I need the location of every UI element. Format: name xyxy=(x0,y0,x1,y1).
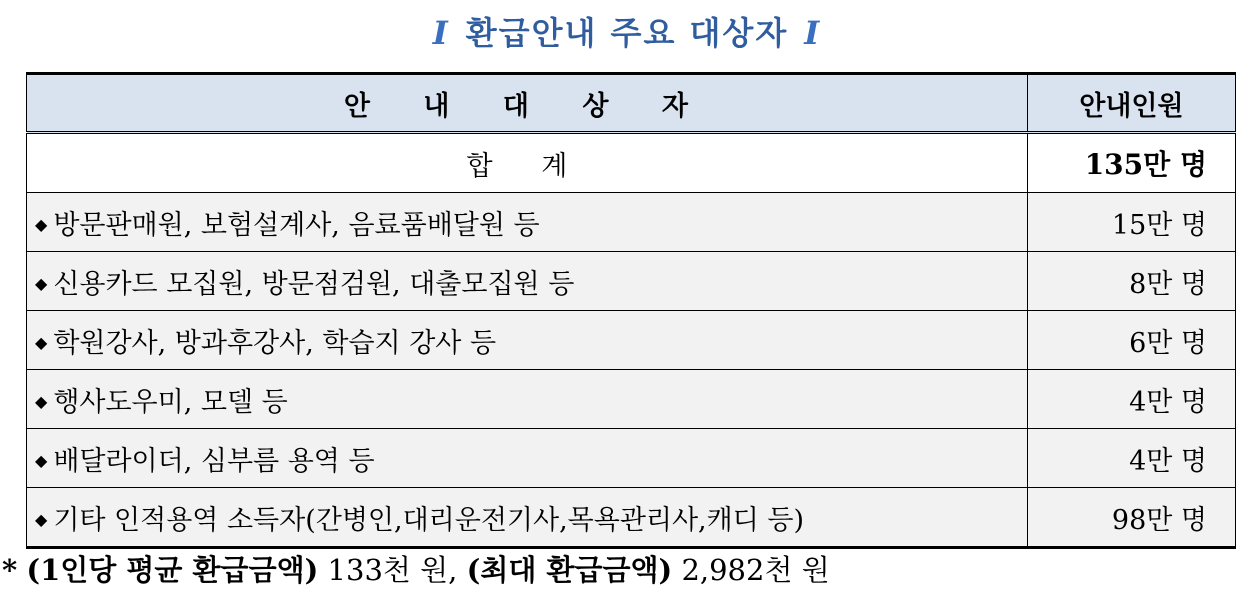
table-row xyxy=(27,488,1236,548)
row-target: 행사도우미, 모델 등 xyxy=(53,386,288,418)
diamond-bullet-icon: ◆ xyxy=(35,450,48,470)
table-row xyxy=(27,252,1236,311)
table-row xyxy=(27,193,1236,252)
row-count: 6만 명 xyxy=(1027,311,1235,370)
footnote-avg-value: 133천 원, xyxy=(327,553,458,587)
row-count: 15만 명 xyxy=(1027,193,1235,252)
total-label: 합 계 xyxy=(27,133,1028,193)
footnote xyxy=(2,548,830,589)
title-text: 환급안내 주요 대상자 xyxy=(465,14,789,52)
footnote-max-label: (최대 환급금액) xyxy=(466,553,673,587)
row-target: 신용카드 모집원, 방문점검원, 대출모집원 등 xyxy=(53,268,575,300)
footnote-avg-label: (1인당 평균 환급금액) xyxy=(26,553,319,587)
header-target: 안 내 대 상 자 xyxy=(27,74,1028,133)
row-target: 기타 인적용역 소득자(간병인,대리운전기사,목욕관리사,캐디 등) xyxy=(53,504,805,536)
row-target: 방문판매원, 보험설계사, 음료품배달원 등 xyxy=(53,209,540,241)
diamond-bullet-icon: ◆ xyxy=(35,273,48,293)
row-target: 학원강사, 방과후강사, 학습지 강사 등 xyxy=(53,327,497,359)
diamond-bullet-icon: ◆ xyxy=(35,214,48,234)
total-row xyxy=(27,133,1236,193)
table-header-row xyxy=(27,74,1236,133)
footnote-max-value: 2,982천 원 xyxy=(681,553,830,587)
footnote-star: * xyxy=(2,553,18,587)
header-count: 안내인원 xyxy=(1027,74,1235,133)
row-target: 배달라이더, 심부름 용역 등 xyxy=(53,445,375,477)
row-count: 4만 명 xyxy=(1027,370,1235,429)
page-title xyxy=(0,8,1254,54)
total-count: 135만 명 xyxy=(1027,133,1235,193)
table-row xyxy=(27,311,1236,370)
title-left-mark: I xyxy=(432,14,450,52)
table-row xyxy=(27,429,1236,488)
diamond-bullet-icon: ◆ xyxy=(35,332,48,352)
title-right-mark: I xyxy=(804,14,822,52)
table-row xyxy=(27,370,1236,429)
diamond-bullet-icon: ◆ xyxy=(35,391,48,411)
refund-target-table xyxy=(26,72,1236,549)
diamond-bullet-icon: ◆ xyxy=(35,509,48,529)
row-count: 8만 명 xyxy=(1027,252,1235,311)
row-count: 98만 명 xyxy=(1027,488,1235,548)
row-count: 4만 명 xyxy=(1027,429,1235,488)
